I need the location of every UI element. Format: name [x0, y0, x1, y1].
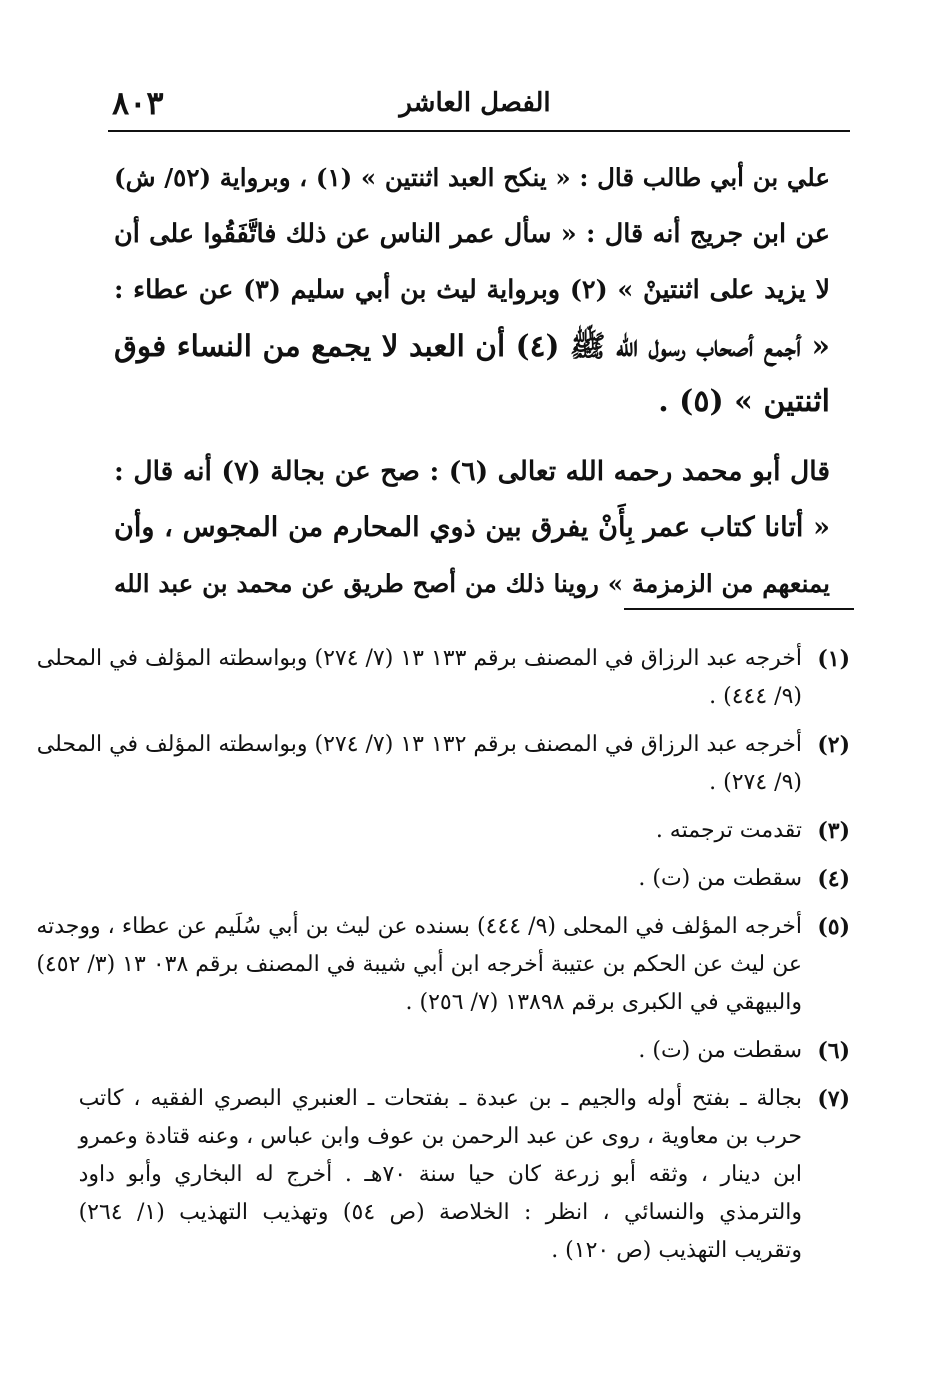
footnote: [36, 908, 850, 1022]
page-number: ٨٠٣: [112, 84, 164, 122]
footnote-line: ابن دينار ، وثقه أبو زرعة كان حيا سنة ٧٠هـ . أخرج له البخاري وأبو داود: [78, 1162, 802, 1187]
footnote-line: سقطت من (ت) .: [638, 866, 802, 891]
page-header: [112, 82, 838, 126]
footnote-separator: [624, 608, 854, 610]
body-line: عن ابن جريج أنه قال : « سأل عمر الناس عن ذلك فاتَّفَقُوا على أن: [114, 219, 830, 249]
footnote-line: أخرجه عبد الرزاق في المصنف برقم ١٣٢ ١٣ (٧/ ٢٧٤) وبواسطته المؤلف في المحلى: [36, 732, 802, 757]
body-line: يمنعهم من الزمزمة » روينا ذلك من أصح طريق عن محمد بن عبد الله: [114, 569, 830, 598]
footnote-line: أخرجه المؤلف في المحلى (٩/ ٤٤٤) بسنده عن ليث بن أبي سُلَيم عن عطاء ، ووجدته: [36, 914, 803, 939]
footnote-line: والترمذي والنسائي ، انظر : الخلاصة (ص ٥٤) وتهذيب التهذيب (١/ ٢٦٤): [78, 1200, 803, 1225]
footnote-line: تقدمت ترجمته .: [655, 818, 802, 843]
footnote-line: (٩/ ٤٤٤) .: [709, 684, 802, 709]
footnote-line: وتقريب التهذيب (ص ١٢٠) .: [551, 1238, 802, 1263]
footnote-line: أخرجه عبد الرزاق في المصنف برقم ١٣٣ ١٣ (٧/ ٢٧٤) وبواسطته المؤلف في المحلى: [36, 646, 802, 671]
footnote-number: (٥): [817, 914, 850, 940]
footnote-line: سقطت من (ت) .: [638, 1038, 802, 1063]
footnote: [36, 640, 850, 716]
body-line: قال أبو محمد رحمه الله تعالى (٦) : صح عن بجالة (٧) أنه قال :: [114, 456, 830, 487]
footnote-line: عن ليث عن الحكم بن عتيبة أخرجه ابن أبي شيبة في المصنف برقم ٠٣٨ ١٣ (٣/ ٤٥٢): [36, 952, 802, 977]
chapter-title: الفصل العاشر: [399, 88, 551, 118]
footnote-number: (٧): [817, 1086, 850, 1112]
footnote-number: (٦): [817, 1038, 850, 1064]
body-line: اثنتين » (٥) .: [658, 384, 830, 419]
footnote-line: حرب بن معاوية ، روى عن عبد الرحمن بن عوف وابن عباس ، وعنه قتادة وعمرو: [78, 1124, 802, 1149]
footnote-line: (٩/ ٢٧٤) .: [709, 770, 802, 795]
footnote-line: بجالة ـ بفتح أوله والجيم ـ بن عبدة ـ بفتحات ـ العنبري البصري الفقيه ، كاتب: [78, 1086, 802, 1111]
footnotes: [36, 640, 850, 1280]
footnote-number: (١): [817, 646, 850, 672]
body-line: « أتانا كتاب عمر بِأَنْ يفرق بين ذوي المحارم من المجوس ، وأن: [114, 512, 830, 543]
footnote: [78, 1080, 850, 1270]
main-text: [114, 150, 830, 612]
footnote: [110, 1032, 850, 1070]
footnote-line: والبيهقي في الكبرى برقم ١٣٨٩٨ (٧/ ٢٥٦) .: [405, 990, 802, 1015]
footnote: [36, 726, 850, 802]
header-rule: [108, 130, 850, 132]
body-line: « أجمع أصحاب رسول الله ﷺ (٤) أن العبد لا يجمع من النساء فوق: [114, 328, 830, 363]
footnote: [110, 860, 850, 898]
footnote-number: (٢): [817, 732, 850, 758]
footnote-number: (٣): [817, 818, 850, 844]
footnote-number: (٤): [817, 866, 850, 892]
body-line: علي بن أبي طالب قال : « ينكح العبد اثنتين » (١) ، وبرواية (٥٢/ ش): [114, 163, 831, 192]
footnote: [110, 812, 850, 850]
body-line: لا يزيد على اثنتينْ » (٢) وبرواية ليث بن أبي سليم (٣) عن عطاء :: [114, 275, 830, 305]
